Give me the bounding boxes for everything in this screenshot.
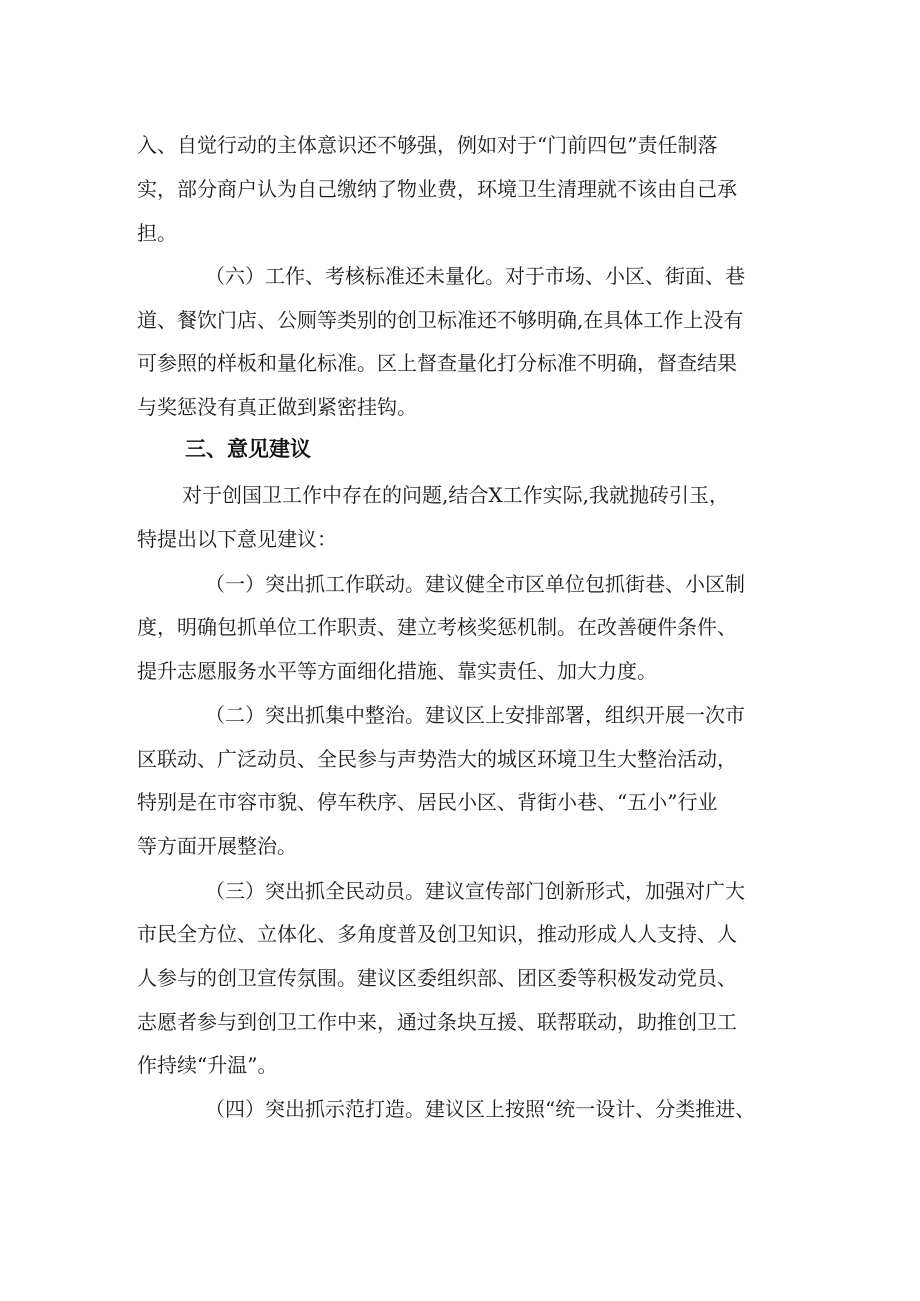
section-heading: 三、意见建议 [185,437,311,461]
paragraph-line: （四）突出抓示范打造。建议区上按照“统一设计、分类推进、 [205,1097,756,1121]
paragraph-line: 等方面开展整治。 [137,834,297,858]
paragraph-line: 道、餐饮门店、公厕等类别的创卫标准还不够明确,在具体工作上没有 [137,308,744,332]
paragraph-line: （二）突出抓集中整治。建议区上安排部署，组织开展一次市 [205,703,745,727]
paragraph-line: 对于创国卫工作中存在的问题,结合X工作实际,我就抛砖引玉， [182,483,729,507]
paragraph-line: （三）突出抓全民动员。建议宣传部门创新形式，加强对广大 [205,879,745,903]
paragraph-line: （六）工作、考核标准还未量化。对于市场、小区、街面、巷 [205,264,745,288]
paragraph-line: 度，明确包抓单位工作职责、建立考核奖惩机制。在改善硬件条件、 [137,615,737,639]
paragraph-line: （一）突出抓工作联动。建议健全市区单位包抓街巷、小区制 [205,572,745,596]
paragraph-line: 特别是在市容市貌、停车秩序、居民小区、背街小巷、“五小”行业 [137,790,718,814]
paragraph-line: 入、自觉行动的主体意识还不够强，例如对于“门前四包”责任制落 [137,133,718,157]
paragraph-line: 作持续“升温”。 [137,1053,278,1077]
paragraph-line: 市民全方位、立体化、多角度普及创卫知识，推动形成人人支持、人 [137,922,737,946]
paragraph-line: 人参与的创卫宣传氛围。建议区委组织部、团区委等积极发动党员、 [137,966,737,990]
paragraph-line: 实，部分商户认为自己缴纳了物业费，环境卫生清理就不该由自己承 [137,177,737,201]
paragraph-line: 区联动、广泛动员、全民参与声势浩大的城区环境卫生大整治活动， [137,747,737,771]
paragraph-line: 志愿者参与到创卫工作中来，通过条块互援、联帮联动，助推创卫工 [137,1010,737,1034]
paragraph-line: 可参照的样板和量化标准。区上督查量化打分标准不明确，督查结果 [137,351,737,375]
paragraph-line: 担。 [137,221,177,245]
paragraph-line: 与奖惩没有真正做到紧密挂钩。 [137,395,417,419]
paragraph-line: 特提出以下意见建议： [137,527,337,551]
paragraph-line: 提升志愿服务水平等方面细化措施、靠实责任、加大力度。 [137,659,657,683]
